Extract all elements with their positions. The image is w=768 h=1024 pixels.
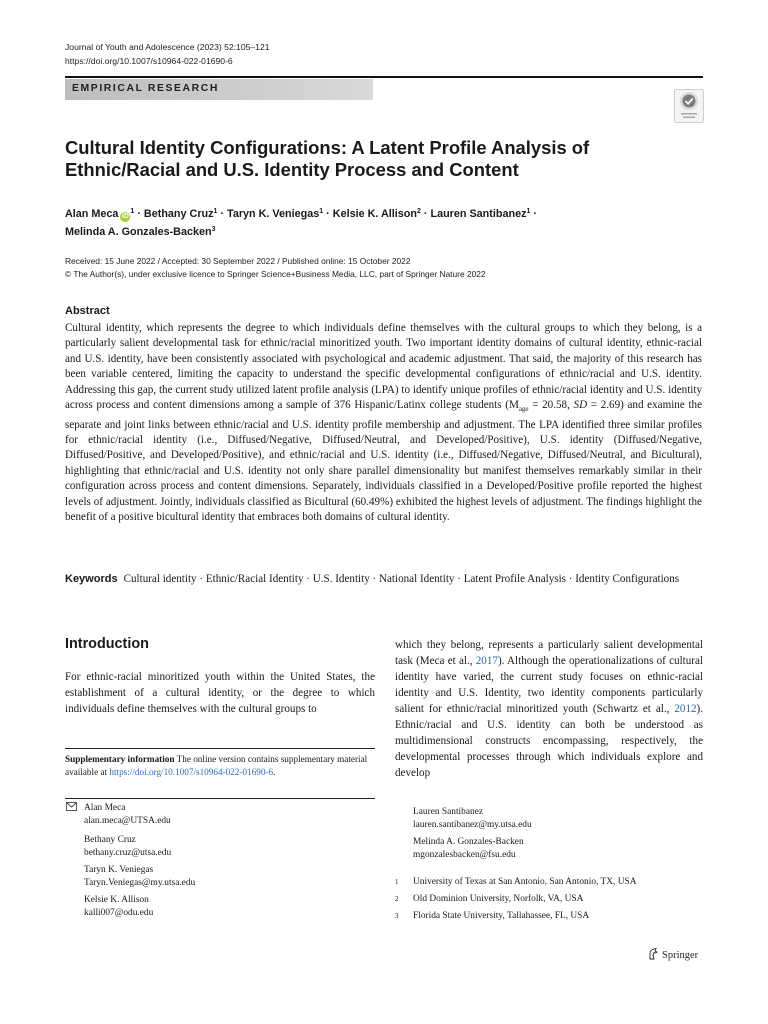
contact-entry xyxy=(84,802,171,827)
citation-link[interactable]: 2017 xyxy=(475,655,498,667)
abstract-text: = 2.69) and examine the separate and joint links between ethnic/racial and U.S. identity profile membership and adjustment. The LPA identified three similar profiles for ethnic/racial identity (i.e., Diffused/Negative, Diffused/Neutral, and Developed/Positive), U.S. identity (Diffused/Negative, Diffused/Positive, and Developed/Positive), and ethnic/racial and U.S. identity (i.e., Diffused/Negative, Diffused/Neutral, and Bicultural), highlighting that ethnic/racial and U.S. identity not only share parallel dimensionality but manifest themselves remarkably similar in their configuration across process and content dimensions. Separately, individuals classified in a Developed/Positive profile reported the highest levels of adjustment. Jointly, individuals classified as Bicultural (60.49%) exhibited the highest levels of adjustment. The findings highlight the benefit of a positive bicultural identity that embraces both domains of cultural identity. xyxy=(65,399,702,524)
contact-email[interactable]: Taryn.Veniegas@my.utsa.edu xyxy=(84,877,196,888)
author-name[interactable]: Alan Meca xyxy=(65,208,119,220)
contact-email[interactable]: alan.meca@UTSA.edu xyxy=(84,815,171,826)
affiliation-number: 2 xyxy=(395,895,399,903)
introduction-right-text xyxy=(395,637,703,781)
journal-citation: Journal of Youth and Adolescence (2023) 52:105–121 xyxy=(65,42,270,52)
intro-text: ). Although the operationalizations of cultural identity have varied, the current study focuses on ethnic-racial identity and U.S. Identity, two identity components particularly salient for ethnic/racial minoritized youth (Schwartz et al., xyxy=(395,655,704,715)
affiliation-text: Old Dominion University, Norfolk, VA, USA xyxy=(413,894,584,904)
orcid-icon[interactable]: iD xyxy=(121,213,129,220)
contact-name: Alan Meca xyxy=(84,803,126,813)
abstract-text: Cultural identity, which represents the degree to which individuals define themselves with the cultural groups to which they belong, is a particularly salient developmental task for ethnic/racial minoritized youth. Two important identity domains of cultural identity, ethnic-racial and U.S. identity, have been consistently associated with psychological and academic adjustment. That said, the majority of this research has been variable centered, limiting the capacity to understand the specific developmental configurations of ethnic/racial and U.S. identity. Addressing this gap, the current study utilized latent profile analysis (LPA) to identify unique profiles of ethnic/racial identity and U.S. identity across process and content dimensions among a sample of 376 Hispanic/Latinx college students (M xyxy=(65,322,702,412)
author-name[interactable]: Melinda A. Gonzales-Backen xyxy=(65,226,212,238)
publication-dates: Received: 15 June 2022 / Accepted: 30 September 2022 / Published online: 15 October 2022 xyxy=(65,256,411,266)
contact-entry xyxy=(84,864,195,889)
contact-email[interactable]: bethany.cruz@utsa.edu xyxy=(84,847,172,858)
springer-logo xyxy=(648,948,698,961)
affiliation xyxy=(395,910,399,922)
author-list xyxy=(65,204,705,240)
doi-link[interactable]: https://doi.org/10.1007/s10964-022-01690-6 xyxy=(65,56,233,66)
author-affil-ref: 2 xyxy=(416,208,421,215)
abstract-text: = 20.58, xyxy=(528,399,574,412)
section-label: EMPIRICAL RESEARCH xyxy=(72,83,219,94)
contact-name: Melinda A. Gonzales-Backen xyxy=(413,837,524,847)
supplementary-text: The online version contains supplementary material available at xyxy=(65,754,368,777)
author-affil-ref: 1 xyxy=(526,208,531,215)
contact-name: Lauren Santibanez xyxy=(413,807,484,817)
author-affil-ref: 1 xyxy=(319,208,324,215)
intro-text: which they belong, represents a particularly salient developmental task (Meca et al., xyxy=(395,639,703,667)
abstract-subscript: age xyxy=(518,405,529,414)
author-name[interactable]: Lauren Santibanez xyxy=(430,208,527,220)
article-title: Cultural Identity Configurations: A Latent Profile Analysis of Ethnic/Racial and U.S. Identity Process and Content xyxy=(65,137,590,180)
header-rule xyxy=(65,76,703,78)
footnote-rule xyxy=(65,748,375,749)
abstract-body xyxy=(65,321,702,526)
author-affil-ref: 1 xyxy=(213,208,218,215)
author-affil-ref: 1 xyxy=(130,208,135,215)
crossmark-icon xyxy=(674,89,704,123)
contact-name: Kelsie K. Allison xyxy=(84,895,149,905)
supplementary-heading: Supplementary information xyxy=(65,754,175,764)
abstract-heading: Abstract xyxy=(65,305,110,317)
abstract-sd-label: SD xyxy=(573,399,588,412)
affiliation xyxy=(395,876,399,888)
crossmark-badge[interactable] xyxy=(674,89,704,123)
affiliation xyxy=(395,893,399,905)
copyright-notice: © The Author(s), under exclusive licence to Springer Science+Business Media, LLC, part of Springer Nature 2022 xyxy=(65,269,486,279)
supplementary-tail: . xyxy=(273,767,276,777)
contact-entry xyxy=(84,834,171,859)
introduction-heading: Introduction xyxy=(65,636,149,652)
author-separator: · xyxy=(137,208,141,220)
springer-horse-icon xyxy=(648,948,658,960)
contact-email[interactable]: mgonzalesbacken@fsu.edu xyxy=(413,849,516,860)
envelope-icon xyxy=(66,802,77,814)
keywords xyxy=(65,571,702,587)
contact-name: Bethany Cruz xyxy=(84,835,136,845)
author-separator: · xyxy=(220,208,225,220)
contact-email[interactable]: lauren.santibanez@my.utsa.edu xyxy=(413,819,532,830)
affiliation-number: 1 xyxy=(395,878,399,886)
contact-email[interactable]: kalli007@odu.edu xyxy=(84,907,154,918)
keywords-text: Cultural identity · Ethnic/Racial Identity · U.S. Identity · National Identity · Latent Profile Analysis · Identity Configurations xyxy=(123,573,680,585)
affiliation-number: 3 xyxy=(395,912,399,920)
publisher-name: Springer xyxy=(662,950,699,961)
introduction-left-text: For ethnic-racial minoritized youth within the United States, the establishment of a cultural identity, or the degree to which individuals define themselves with the cultural groups to xyxy=(65,671,375,715)
contact-name: Taryn K. Veniegas xyxy=(84,865,154,875)
contact-entry xyxy=(413,806,532,831)
author-name[interactable]: Bethany Cruz xyxy=(143,208,214,220)
contact-entry xyxy=(84,894,153,919)
supplementary-link[interactable]: https://doi.org/10.1007/s10964-022-01690-6 xyxy=(109,767,274,777)
intro-text: ). Ethnic/racial and U.S. identity can both be understood as multidimensional constructs encompassing, respectively, the developmental processes through which individuals explore and develop xyxy=(395,703,703,779)
supplementary-information xyxy=(65,753,375,779)
affiliation-text: University of Texas at San Antonio, San Antonio, TX, USA xyxy=(413,877,637,887)
contact-entry xyxy=(413,836,524,861)
author-name[interactable]: Taryn K. Veniegas xyxy=(227,208,320,220)
keywords-heading: Keywords xyxy=(65,573,118,585)
citation-link[interactable]: 2012 xyxy=(674,703,697,715)
author-separator: · xyxy=(533,208,537,220)
author-affil-ref: 3 xyxy=(211,226,216,233)
author-name[interactable]: Kelsie K. Allison xyxy=(332,208,417,220)
author-separator: · xyxy=(423,208,428,220)
contacts-rule xyxy=(65,798,375,799)
author-separator: · xyxy=(326,208,330,220)
affiliation-text: Florida State University, Tallahassee, FL, USA xyxy=(413,911,590,921)
